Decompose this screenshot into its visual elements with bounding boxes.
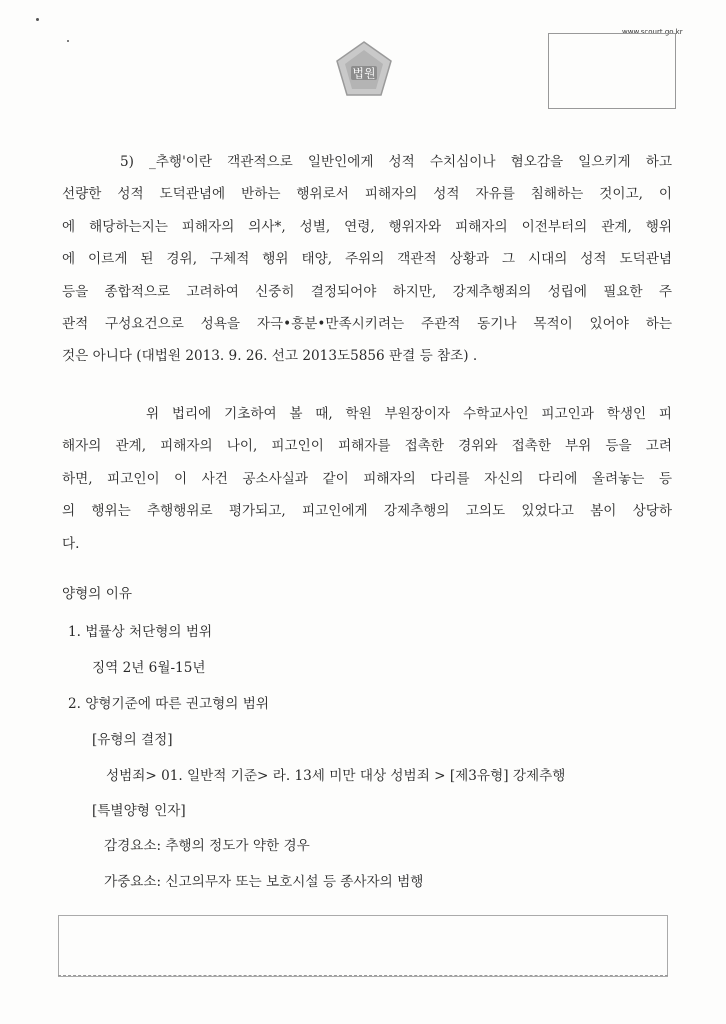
text-line: 위 법리에 기초하여 볼 때, 학원 부원장이자 수학교사인 피고인과 학생인 피 xyxy=(146,406,672,422)
section-heading: 양형의 이유 xyxy=(62,586,132,602)
text-line: 다. xyxy=(62,535,80,552)
item-2-title: 2. 양형기준에 따른 권고형의 범위 xyxy=(68,696,269,712)
item-1-title: 1. 법률상 처단형의 범위 xyxy=(68,624,213,640)
text-line: 하면, 피고인이 이 사건 공소사실과 같이 피해자의 다리를 자신의 다리에 올려놓는 등 xyxy=(62,470,672,487)
mitigating-factor: 감경요소: 추행의 정도가 약한 경우 xyxy=(104,838,310,854)
court-seal-icon xyxy=(334,40,394,98)
text-line: 5) _추행'이란 객관적으로 일반인에게 성적 수치심이나 혐오감을 일으키게 하고 xyxy=(120,154,672,170)
item-1-value: 징역 2년 6월-15년 xyxy=(92,660,206,676)
footer-box xyxy=(58,915,668,977)
text-line: 등을 종합적으로 고려하여 신중히 결정되어야 하지만, 강제추행죄의 성립에 필요한 주 xyxy=(62,283,672,300)
type-heading: [유형의 결정] xyxy=(92,732,173,748)
source-url: www.scourt.go.kr xyxy=(622,28,683,36)
scan-speck xyxy=(36,18,39,21)
paragraph-5 xyxy=(62,146,672,373)
text-line: 의 행위는 추행행위로 평가되고, 피고인에게 강제추행의 고의도 있었다고 봄이 상당하 xyxy=(62,503,672,520)
text-line: 에 해당하는지는 피해자의 의사*, 성별, 연령, 행위자와 피해자의 이전부터의 관계, 행위 xyxy=(62,218,672,235)
scan-speck xyxy=(67,40,69,42)
special-heading: [특별양형 인자] xyxy=(92,803,186,819)
text-line: 것은 아니다 (대법원 2013. 9. 26. 선고 2013도5856 판결 등 참조) . xyxy=(62,348,478,365)
text-line: 선량한 성적 도덕관념에 반하는 행위로서 피해자의 성적 자유를 침해하는 것이고, 이 xyxy=(62,186,672,203)
aggravating-factor: 가중요소: 신고의무자 또는 보호시설 등 종사자의 범행 xyxy=(104,874,424,890)
paragraph-legal-reasoning xyxy=(62,398,672,560)
seal-label: 법원 xyxy=(352,66,376,81)
stamp-box xyxy=(548,33,676,109)
text-line: 관적 구성요건으로 성욕을 자극•흥분•만족시키려는 주관적 동기나 목적이 있어야 하는 xyxy=(62,316,672,333)
text-line: 해자의 관계, 피해자의 나이, 피고인이 피해자를 접촉한 경위와 접촉한 부위 등을 고려 xyxy=(62,438,672,455)
text-line: 에 이르게 된 경위, 구체적 행위 태양, 주위의 객관적 상황과 그 시대의 성적 도덕관념 xyxy=(62,251,672,268)
footer-rule xyxy=(58,975,668,976)
type-value: 성범죄> 01. 일반적 기준> 라. 13세 미만 대상 성범죄 > [제3유형] 강제추행 xyxy=(106,768,566,784)
